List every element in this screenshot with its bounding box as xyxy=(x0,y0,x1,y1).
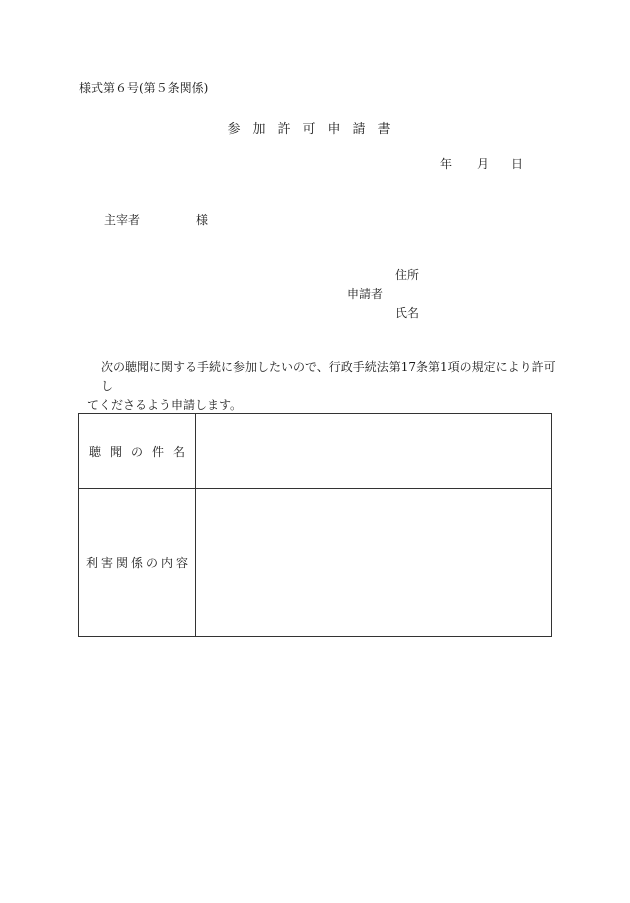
statement-line-1: 次の聴聞に関する手続に参加したいので、行政手続法第17条第1項の規定により許可し xyxy=(101,360,556,393)
hearing-subject-label: 聴聞の件名 xyxy=(88,444,194,459)
date-day-label: 日 xyxy=(511,157,524,171)
table-row-hearing-subject xyxy=(79,414,552,489)
hearing-subject-label-cell xyxy=(79,414,196,489)
recipient-label: 主宰者 xyxy=(104,213,141,227)
applicant-label: 申請者 xyxy=(347,287,384,301)
applicant-name-label: 氏名 xyxy=(395,306,420,320)
applicant-address-label: 住所 xyxy=(395,268,420,282)
interest-content-label: 利害関係の内容 xyxy=(85,556,191,570)
application-statement xyxy=(79,358,559,415)
application-details-table xyxy=(78,413,552,637)
date-month-label: 月 xyxy=(477,157,490,171)
interest-content-field[interactable] xyxy=(196,489,552,637)
form-number: 様式第６号(第５条関係) xyxy=(79,81,209,95)
table-row-interest-content xyxy=(79,489,552,637)
recipient-honorific: 様 xyxy=(196,213,209,227)
interest-content-label-cell xyxy=(79,489,196,637)
date-year-label: 年 xyxy=(440,157,453,171)
document-title: 参加許可申請書 xyxy=(227,122,403,137)
statement-line-2: てくださるよう申請します。 xyxy=(87,398,243,412)
hearing-subject-field[interactable] xyxy=(196,414,552,489)
